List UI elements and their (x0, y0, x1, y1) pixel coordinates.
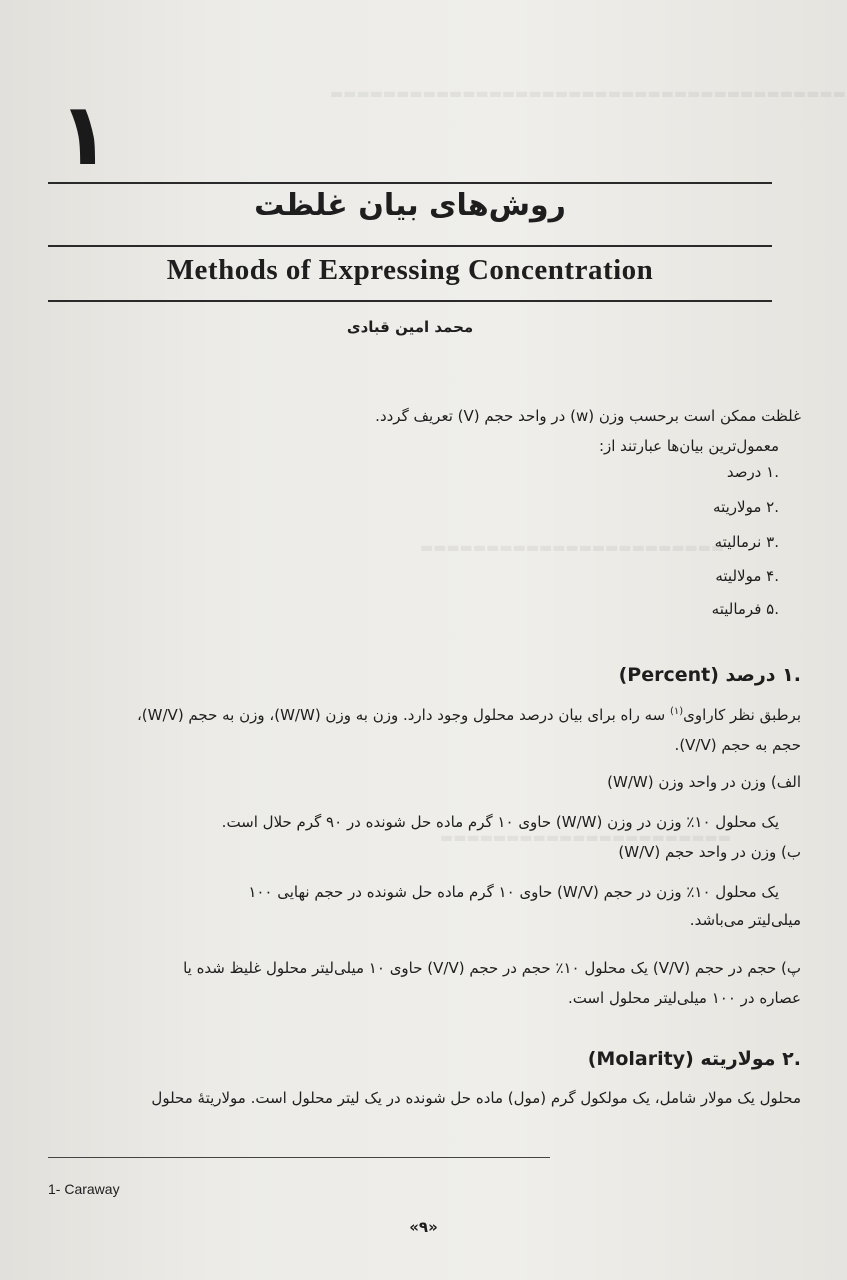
paragraph-volume-volume-cont: عصاره در ۱۰۰ میلی‌لیتر محلول است. (567, 989, 801, 1007)
title-rule-middle (48, 245, 772, 247)
intro-line-2: معمول‌ترین بیان‌ها عبارتند از: (598, 437, 779, 455)
show-through-text: ▬▬▬▬▬▬▬▬▬▬▬▬▬▬▬▬▬▬▬▬▬▬ (440, 830, 732, 846)
footnote: 1- Caraway (48, 1181, 120, 1197)
example-weight-volume-cont: میلی‌لیتر می‌باشد. (689, 911, 801, 929)
page-number: «۹» (409, 1218, 438, 1236)
paragraph-volume-volume: پ) حجم در حجم (V/V) یک محلول ۱۰٪ حجم در حجم (V/V) حاوی ۱۰ میلی‌لیتر محلول غلیظ شده یا (183, 959, 801, 977)
list-item: .۴ مولالیته (715, 567, 779, 585)
section1-paragraph-line-1: برطبق نظر کاراوی$^{(۱)}$ سه راه برای بیان درصد محلول وجود دارد. وزن به وزن (W/W)، وزن به حجم (W/V)، (136, 706, 801, 724)
title-rule-bottom (48, 300, 772, 302)
footnote-ref: (۱) (669, 706, 684, 717)
section-heading-percent: .۱ درصد (Percent) (618, 664, 801, 686)
subheading-weight-weight: الف) وزن در واحد وزن (W/W) (607, 773, 801, 791)
chapter-title-persian: روش‌های بیان غلظت (254, 188, 566, 223)
subheading-weight-volume: ب) وزن در واحد حجم (W/V) (618, 843, 801, 861)
title-rule-top (48, 182, 772, 184)
example-weight-weight: یک محلول ۱۰٪ وزن در وزن (W/W) حاوی ۱۰ گرم ماده حل شونده در ۹۰ گرم حلال است. (221, 813, 779, 831)
intro-line-1: غلظت ممکن است برحسب وزن (w) در واحد حجم (V) تعریف گردد. (375, 407, 801, 425)
show-through-text: ▬▬▬▬▬▬▬▬▬▬▬▬▬▬▬▬▬▬▬▬▬▬▬▬▬▬▬▬▬▬▬▬▬▬▬▬▬▬▬ (330, 86, 846, 102)
list-item: .۱ درصد (726, 463, 779, 481)
author-name: محمد امین قبادی (346, 318, 474, 336)
show-through-text: ▬▬▬▬▬▬▬▬▬▬▬▬▬▬▬▬▬▬▬▬▬▬▬ (420, 540, 725, 556)
list-item: .۲ مولاریته (713, 498, 779, 516)
footnote-divider (48, 1157, 550, 1158)
list-item: .۵ فرمالیته (711, 600, 779, 618)
section-heading-molarity: .۲ مولاریته (Molarity) (587, 1048, 801, 1070)
section2-paragraph: محلول یک مولار شامل، یک مولکول گرم (مول) ماده حل شونده در یک لیتر محلول است. مولاریتهٔ محلول (151, 1089, 801, 1107)
chapter-number: ۱ (58, 85, 111, 185)
chapter-title-english: Methods of Expressing Concentration (166, 254, 654, 286)
example-weight-volume: یک محلول ۱۰٪ وزن در حجم (W/V) حاوی ۱۰ گرم ماده حل شونده در حجم نهایی ۱۰۰ (248, 883, 779, 901)
list-item: .۳ نرمالیته (714, 533, 779, 551)
section1-paragraph-line-2: حجم به حجم (V/V). (674, 736, 801, 754)
